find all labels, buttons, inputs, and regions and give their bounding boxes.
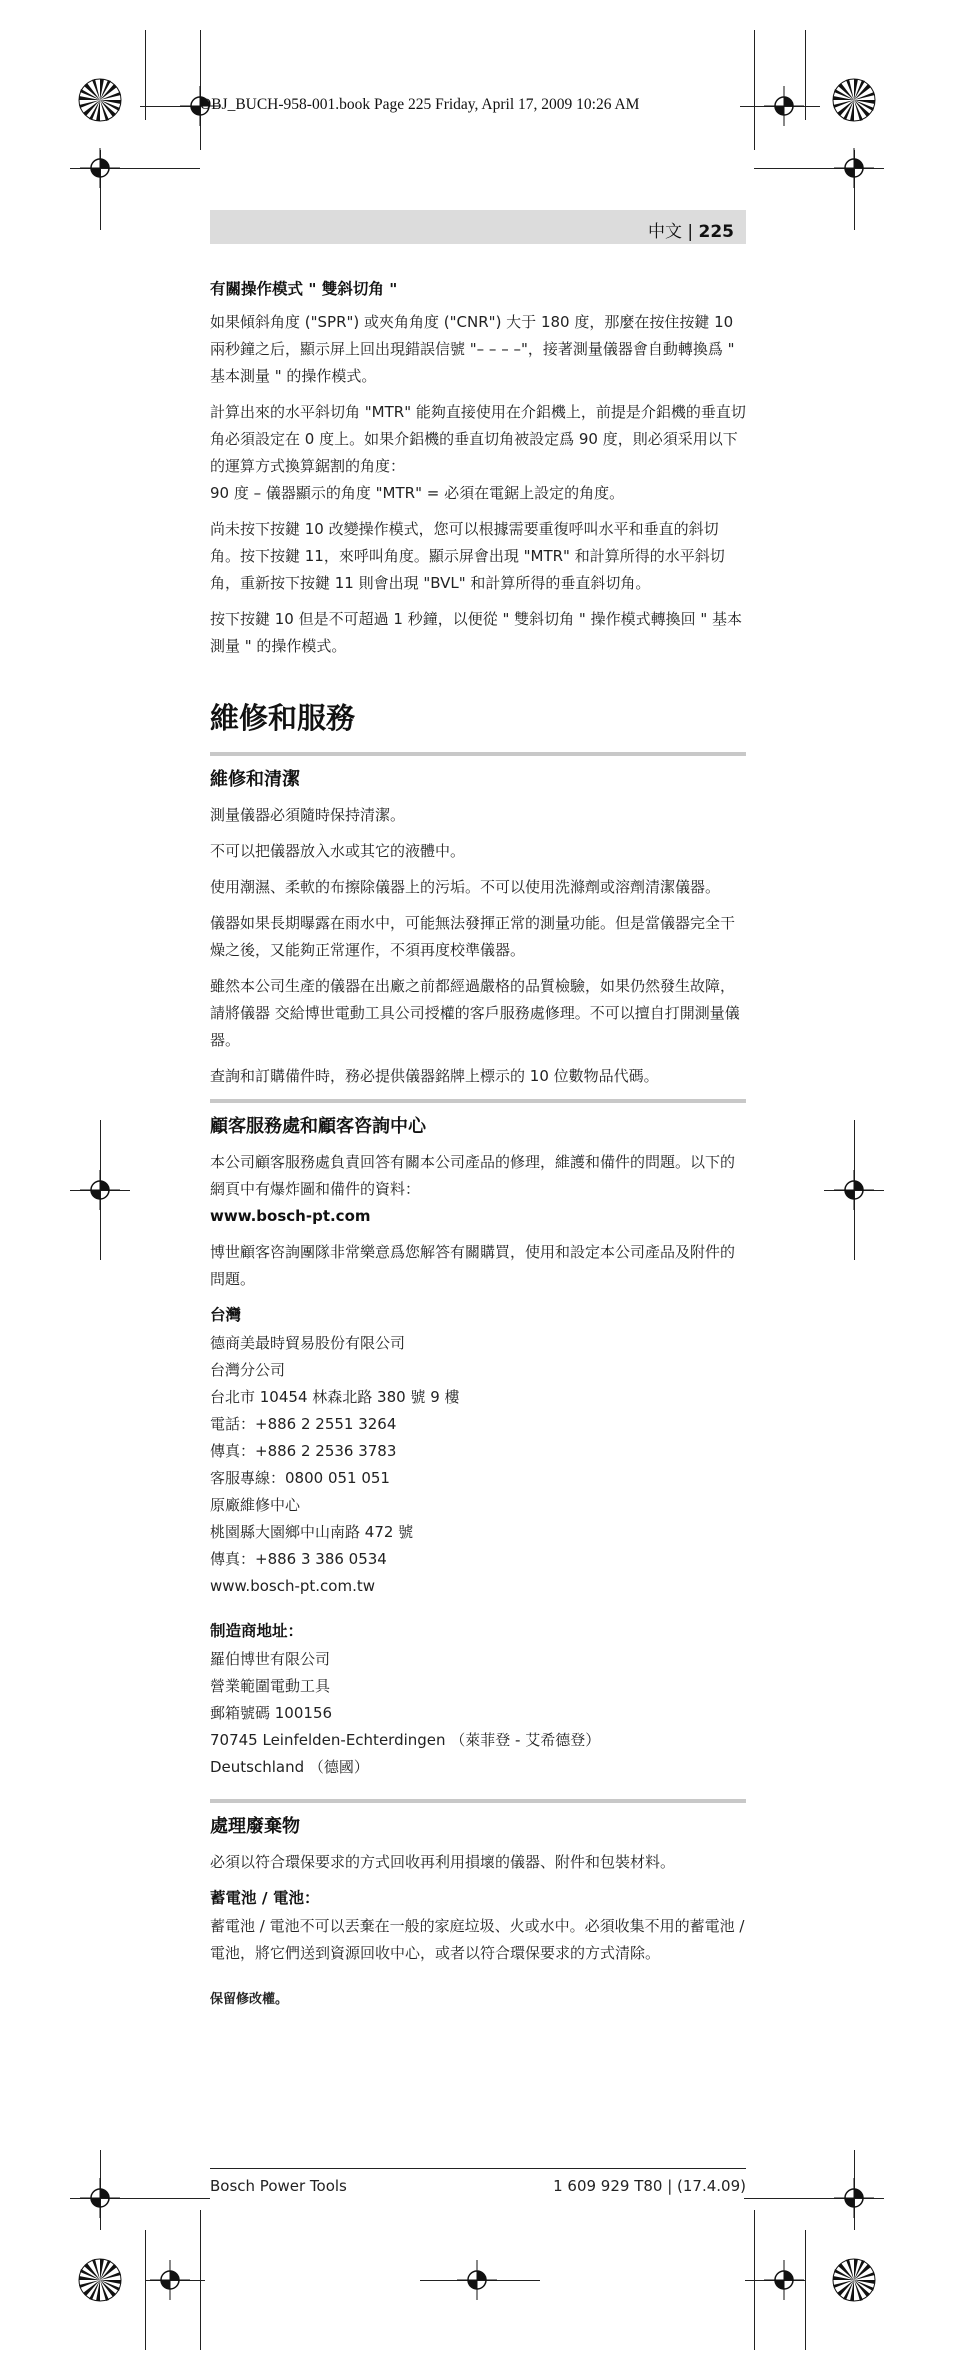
disposal-paragraph-2: 蓄電池 / 電池不可以丟棄在一般的家庭垃圾、火或水中。必須收集不用的蓄電池 / 電池，將它們送到資源回收中心，或者以符合環保要求的方式清除。 <box>210 1917 745 1962</box>
address-line: 營業範圍電動工具 <box>210 1677 331 1695</box>
cleaning-paragraph-1: 測量儀器必須隨時保持清潔。 <box>210 806 406 824</box>
registration-mark-icon <box>150 2260 190 2300</box>
address-line: 德商美最時貿易股份有限公司 <box>210 1334 406 1352</box>
customer-paragraph-2: 博世顧客咨詢團隊非常樂意爲您解答有關購買，使用和設定本公司產品及附件的問題。 <box>210 1243 736 1288</box>
star-target-icon <box>832 2258 876 2302</box>
taiwan-address <box>210 1330 746 1600</box>
manufacturer-title: 制造商地址： <box>210 1622 304 1640</box>
page-content <box>210 276 746 2013</box>
customer-paragraph-1 <box>210 1149 746 1230</box>
cleaning-paragraph-3: 使用潮濕、柔軟的布擦除儀器上的污垢。不可以使用洗滌劑或溶劑清潔儀器。 <box>210 878 721 896</box>
header-separator: | <box>681 222 699 242</box>
registration-mark-icon <box>457 2260 497 2300</box>
address-line: 70745 Leinfelden-Echterdingen （萊菲登 - 艾希德登） <box>210 1731 601 1749</box>
mode-section-title: 有關操作模式 " 雙斜切角 " <box>210 280 398 298</box>
address-line: 台灣分公司 <box>210 1361 286 1379</box>
address-line: Deutschland （德國） <box>210 1758 369 1776</box>
disposal-section-title: 處理廢棄物 <box>210 1816 300 1837</box>
header-page-label <box>648 217 734 242</box>
registration-mark-icon <box>80 1170 120 1210</box>
mode-paragraph-4: 按下按鍵 10 但是不可超過 1 秒鐘，以便從 " 雙斜切角 " 操作模式轉換回 " 基本測量 " 的操作模式。 <box>210 610 743 655</box>
registration-mark-icon <box>764 2260 804 2300</box>
header-language: 中文 <box>647 222 682 242</box>
taiwan-title: 台灣 <box>210 1306 242 1324</box>
registration-mark-icon <box>834 1170 874 1210</box>
footer-doc-number: 1 609 929 T80 | (17.4.09) <box>553 2177 746 2195</box>
star-target-icon <box>832 78 876 122</box>
registration-mark-icon <box>764 86 804 126</box>
fax-line: 傳真：+886 2 2536 3783 <box>210 1442 397 1460</box>
print-slug: OBJ_BUCH-958-001.book Page 225 Friday, April 17, 2009 10:26 AM <box>200 96 640 113</box>
service-chapter-title: 維修和服務 <box>210 701 356 735</box>
section-rule <box>210 1799 746 1803</box>
star-target-icon <box>78 78 122 122</box>
section-rule <box>210 1099 746 1103</box>
address-line: 羅伯博世有限公司 <box>210 1650 331 1668</box>
taiwan-url-link[interactable]: www.bosch-pt.com.tw <box>210 1577 375 1595</box>
mode-paragraph-2 <box>210 399 746 507</box>
fax-line: 傳真：+886 3 386 0534 <box>210 1550 387 1568</box>
cleaning-paragraph-5: 雖然本公司生產的儀器在出廠之前都經過嚴格的品質檢驗，如果仍然發生故障，請將儀器 交給博世電動工具公司授權的客戶服務處修理。不可以擅自打開測量儀器。 <box>210 977 740 1049</box>
mode-paragraph-1: 如果傾斜角度 ("SPR") 或夾角角度 ("CNR") 大于 180 度，那麼在按住按鍵 10 兩秒鐘之后，顯示屏上回出現錯誤信號 "– – – –"，接著測量儀器會自動轉換爲 " 基本測量 " 的操作模式。 <box>210 313 735 385</box>
page-number: 225 <box>698 222 734 242</box>
mode-paragraph-2-formula: 90 度 – 儀器顯示的角度 "MTR" = 必須在電鋸上設定的角度。 <box>210 484 625 502</box>
registration-mark-icon <box>834 2178 874 2218</box>
registration-mark-icon <box>80 2178 120 2218</box>
manufacturer-address <box>210 1646 746 1781</box>
footer-brand: Bosch Power Tools <box>210 2177 347 2195</box>
cleaning-section-title: 維修和清潔 <box>210 769 300 790</box>
hotline-line: 客服專線：0800 051 051 <box>210 1469 390 1487</box>
mode-paragraph-3: 尚未按下按鍵 10 改變操作模式，您可以根據需要重復呼叫水平和垂直的斜切角。按下按鍵 11，來呼叫角度。顯示屏會出現 "MTR" 和計算所得的水平斜切角，重新按下按鍵 11 則會出現 "BVL" 和計算所得的垂直斜切角。 <box>210 520 725 592</box>
cleaning-paragraph-6: 查詢和訂購備件時，務必提供儀器銘牌上標示的 10 位數物品代碼。 <box>210 1067 659 1085</box>
star-target-icon <box>78 2258 122 2302</box>
bosch-url-link[interactable]: www.bosch-pt.com <box>210 1207 371 1225</box>
cleaning-paragraph-2: 不可以把儀器放入水或其它的液體中。 <box>210 842 466 860</box>
section-rule <box>210 752 746 756</box>
running-header <box>210 210 746 244</box>
registration-mark-icon <box>834 148 874 188</box>
registration-mark-icon <box>80 148 120 188</box>
address-line: 郵箱號碼 100156 <box>210 1704 333 1722</box>
phone-line: 電話：+886 2 2551 3264 <box>210 1415 397 1433</box>
disposal-paragraph-1: 必須以符合環保要求的方式回收再利用損壞的儀器、附件和包裝材料。 <box>210 1853 676 1871</box>
mode-paragraph-2-text: 計算出來的水平斜切角 "MTR" 能夠直接使用在介鋁機上，前提是介鋁機的垂直切角必須設定在 0 度上。如果介鋁機的垂直切角被設定爲 90 度，則必須采用以下的運算方式換算鋸割的角度： <box>210 403 746 475</box>
cleaning-paragraph-4: 儀器如果長期曝露在雨水中，可能無法發揮正常的測量功能。但是當儀器完全干燥之後，又能夠正常運作，不須再度校準儀器。 <box>210 914 736 959</box>
address-line: 原廠維修中心 <box>210 1496 301 1514</box>
address-line: 台北市 10454 林森北路 380 號 9 樓 <box>210 1388 460 1406</box>
page-footer <box>210 2168 746 2195</box>
battery-title: 蓄電池 / 電池： <box>210 1889 320 1907</box>
reserve-rights-note: 保留修改權。 <box>210 1992 289 2007</box>
customer-paragraph-1-text: 本公司顧客服務處負責回答有關本公司產品的修理，維護和備件的問題。以下的網頁中有爆炸圖和備件的資料： <box>210 1153 736 1198</box>
customer-service-title: 顧客服務處和顧客咨詢中心 <box>210 1116 426 1137</box>
address-line: 桃園縣大園鄉中山南路 472 號 <box>210 1523 414 1541</box>
